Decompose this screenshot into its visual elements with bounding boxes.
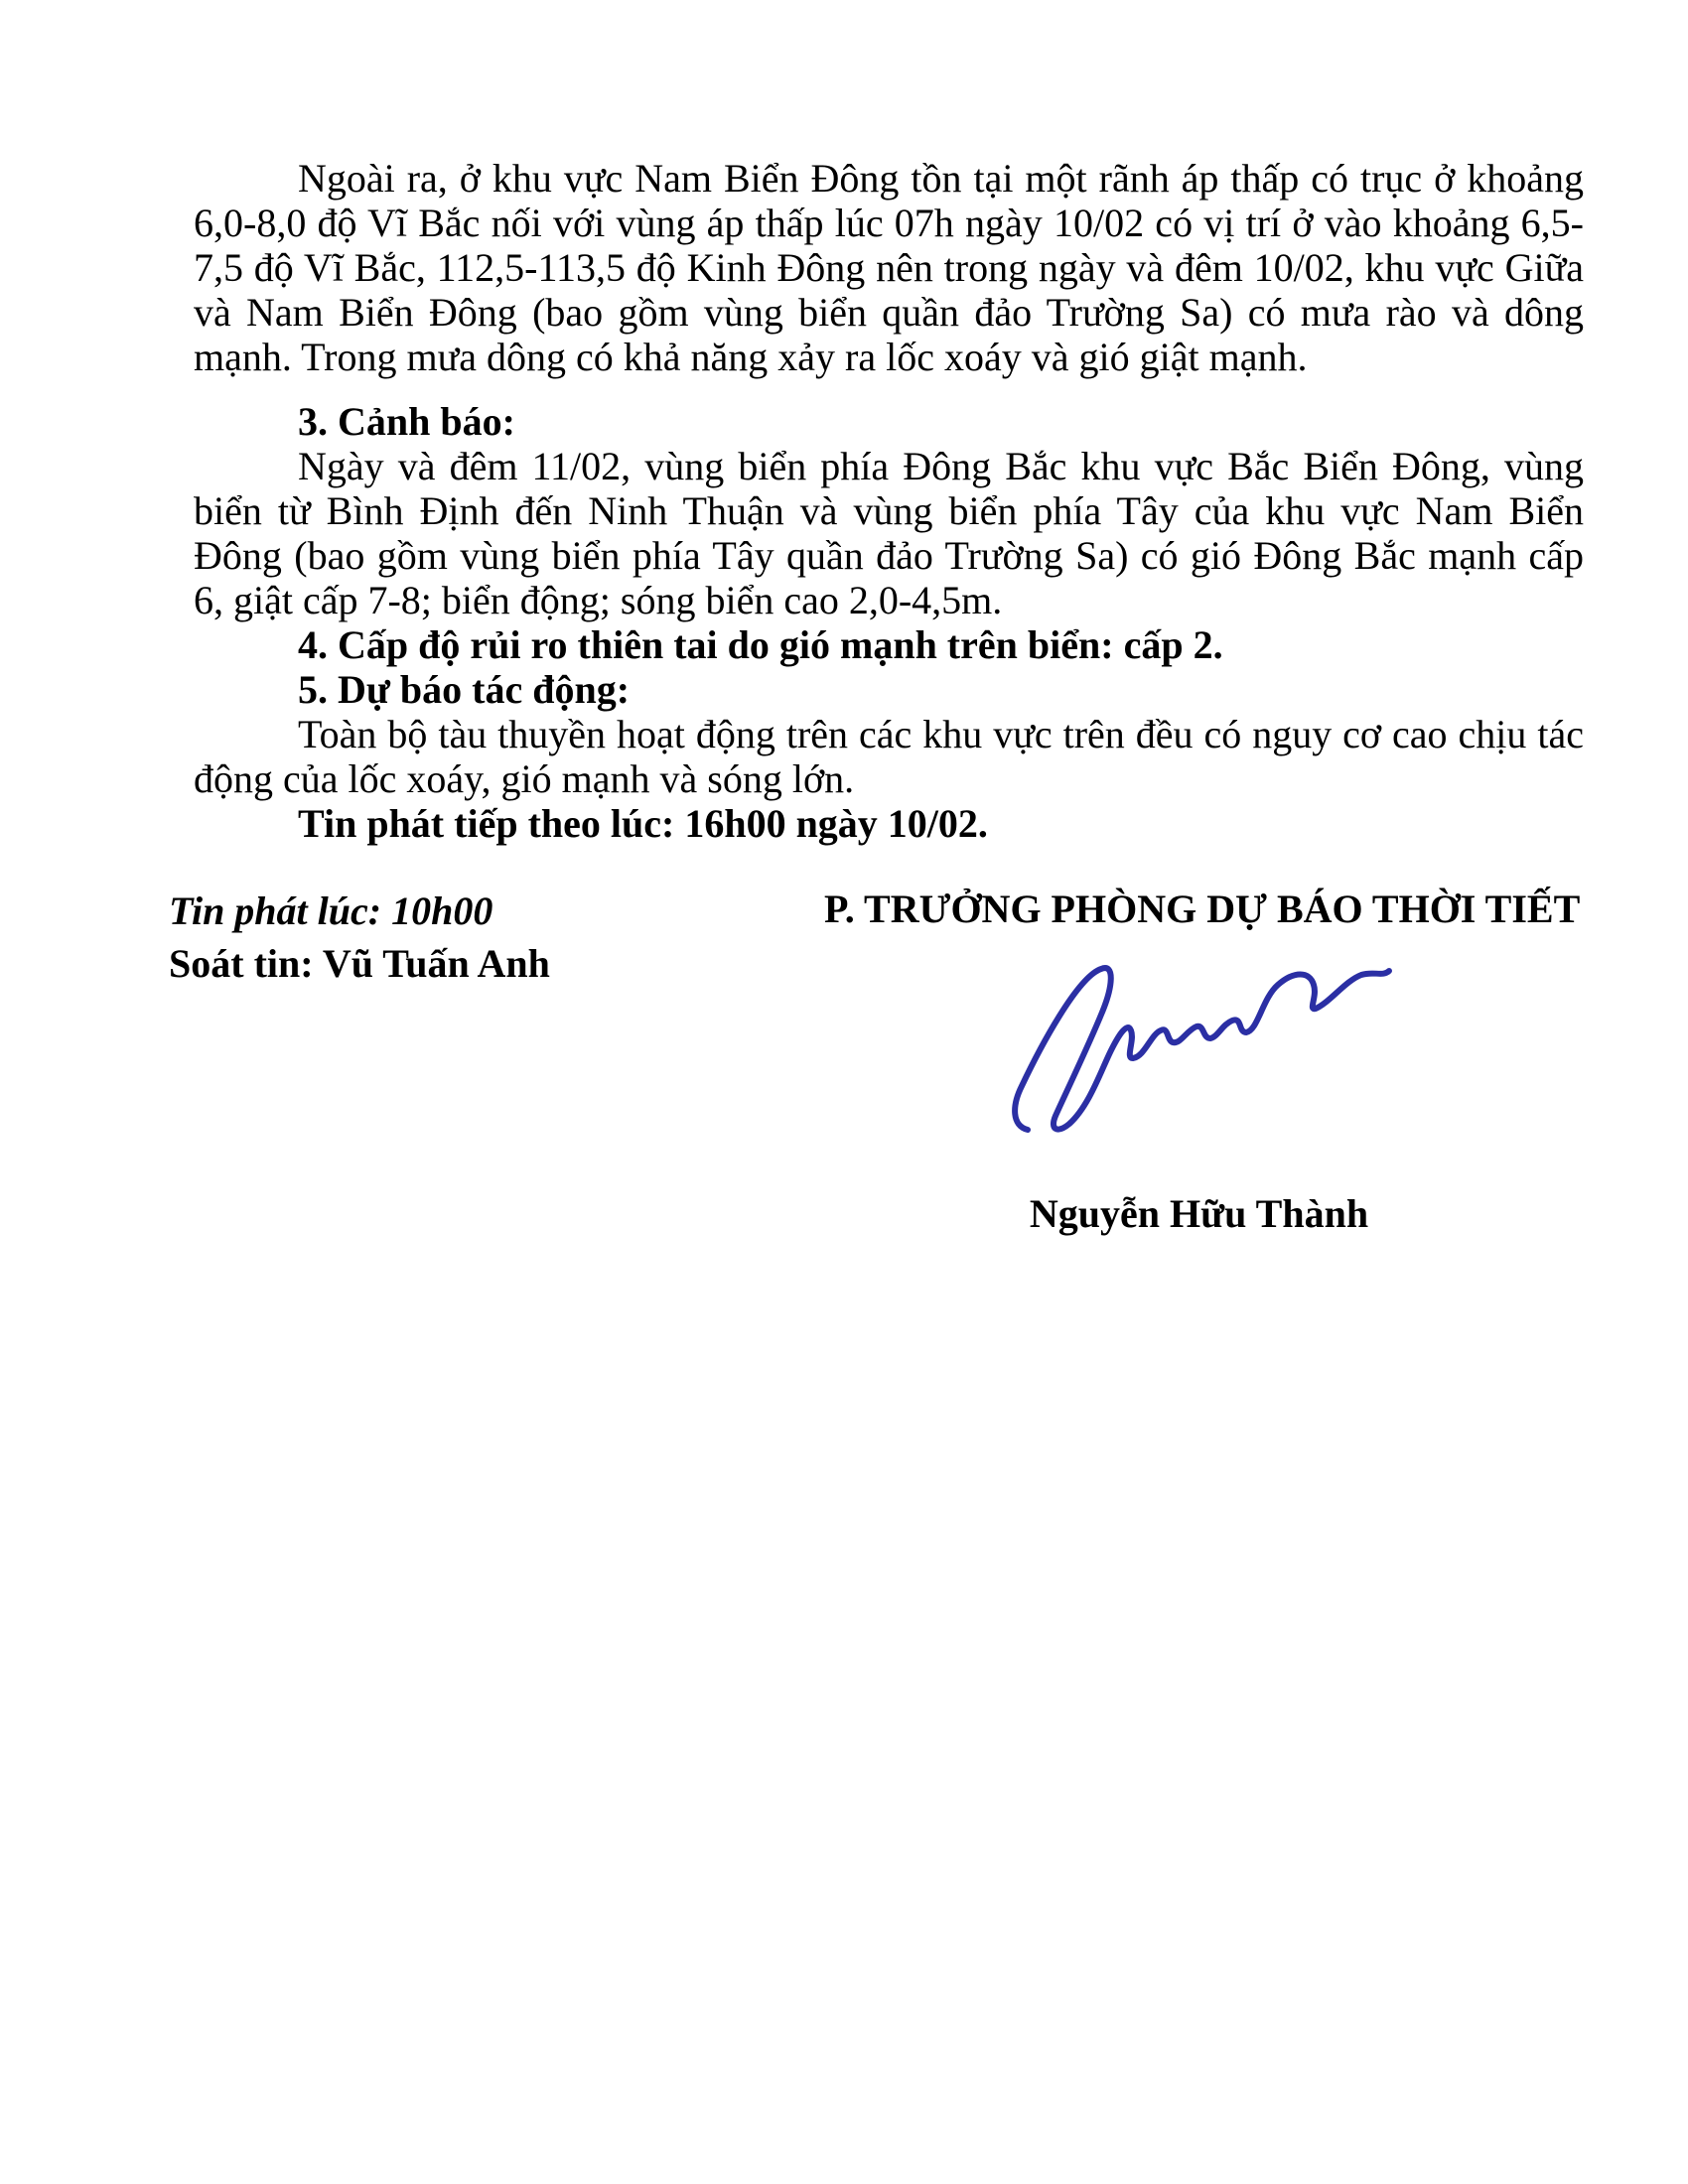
line-next-bulletin: Tin phát tiếp theo lúc: 16h00 ngày 10/02.: [298, 801, 988, 846]
paragraph-trough-info: Ngoài ra, ở khu vực Nam Biển Đông tồn tại một rãnh áp thấp có trục ở khoảng 6,0-8,0 độ Vĩ Bắc nối với vùng áp thấp lúc 07h ngày 10/02 có vị trí ở vào khoảng 6,5-7,5 độ Vĩ Bắc, 112,5-113,5 độ Kinh Đông nên trong ngày và đêm 10/02, khu vực Giữa và Nam Biển Đông (bao gồm vùng biển quần đảo Trường Sa) có mưa rào và dông mạnh. Trong mưa dông có khả năng xảy ra lốc xoáy và gió giật mạnh.: [194, 156, 1584, 379]
signer-title: P. TRƯỞNG PHÒNG DỰ BÁO THỜI TIẾT: [824, 887, 1581, 931]
heading-impact: 5. Dự báo tác động:: [298, 667, 631, 712]
signature-image: [1006, 959, 1393, 1148]
footer-checked-by: Soát tin: Vũ Tuấn Anh: [169, 941, 550, 986]
paragraph-warning: Ngày và đêm 11/02, vùng biển phía Đông Bắc khu vực Bắc Biển Đông, vùng biển từ Bình Định đến Ninh Thuận và vùng biển phía Tây của khu vực Nam Biển Đông (bao gồm vùng biển phía Tây quần đảo Trường Sa) có gió Đông Bắc mạnh cấp 6, giật cấp 7-8; biển động; sóng biển cao 2,0-4,5m.: [194, 444, 1584, 622]
line-risk-level: 4. Cấp độ rủi ro thiên tai do gió mạnh trên biển: cấp 2.: [298, 622, 1223, 667]
signature-block: [824, 887, 1581, 1236]
heading-warning: 3. Cảnh báo:: [298, 399, 515, 444]
paragraph-impact: Toàn bộ tàu thuyền hoạt động trên các khu vực trên đều có nguy cơ cao chịu tác động của lốc xoáy, gió mạnh và sóng lớn.: [194, 712, 1584, 801]
bulletin-body: [194, 156, 1584, 846]
signature-stroke: [1015, 968, 1389, 1130]
signer-name: Nguyễn Hữu Thành: [1029, 1191, 1369, 1236]
footer-issued-time: Tin phát lúc: 10h00: [169, 888, 493, 933]
footer-left-block: [169, 888, 550, 986]
